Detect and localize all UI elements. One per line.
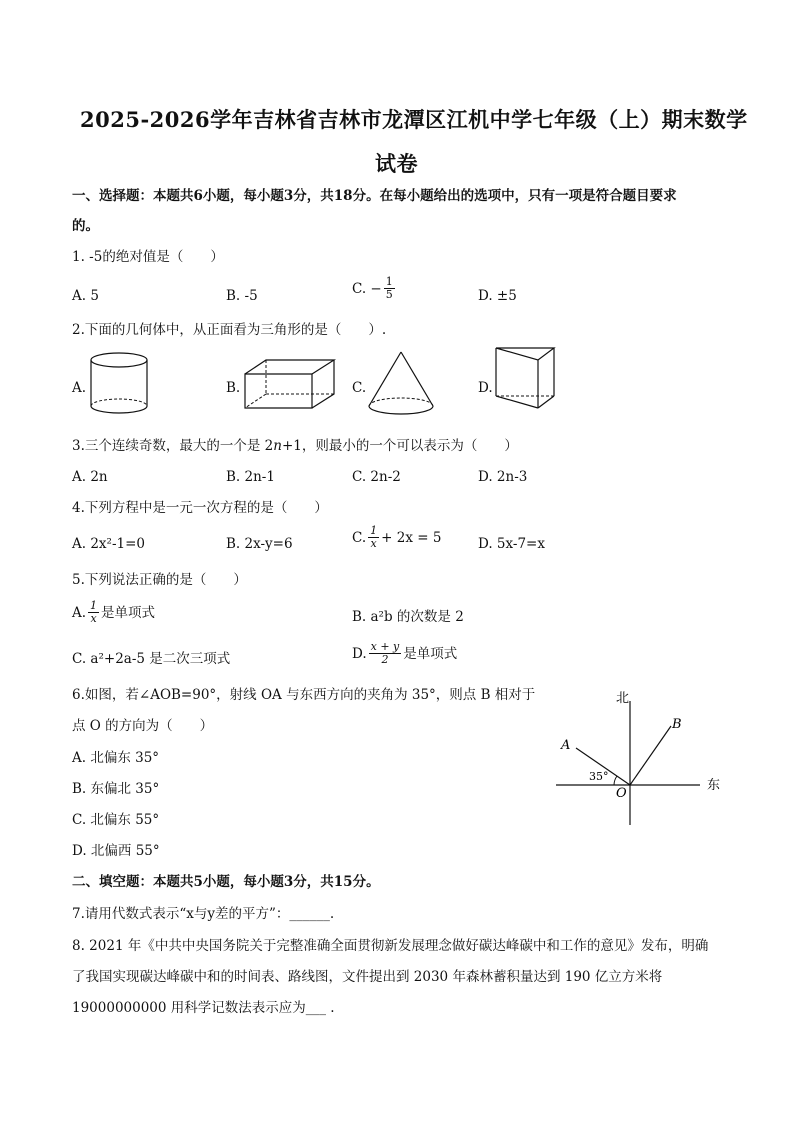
origin-label: O [616,786,627,801]
q2-option-d: D. [478,380,493,396]
q5-stem: 5.下列说法正确的是（ ） [72,572,247,588]
q5-a-numerator: 1 [90,599,98,612]
q3-option-d: D. 2n-3 [478,469,528,485]
q4-option-c [352,525,441,550]
q1-option-c-fraction [384,276,395,301]
q4-option-b: B. 2x-y=6 [226,536,293,552]
north-label: 北 [616,691,630,706]
q6-option-c: C. 北偏东 55° [72,812,160,828]
direction-figure [550,685,740,830]
q6-stem-line2: 点 O 的方向为（ ） [72,718,214,734]
q4-option-c-fraction [368,525,379,550]
q5-d-denominator: 2 [381,653,389,666]
q1-option-b: B. -5 [226,288,258,304]
q5-option-b: B. a²b 的次数是 2 [352,609,464,625]
q2-option-c: C. [352,380,367,396]
q2-stem: 2.下面的几何体中，从正面看为三角形的是（ ）. [72,322,387,338]
east-label: 东 [707,778,721,793]
q1-stem: 1. -5的绝对值是（ ） [72,249,224,265]
angle-label: 35° [589,770,609,783]
q8-line1: 8. 2021 年《中共中央国务院关于完整准确全面贯彻新发展理念做好碳达峰碳中和工作的意见》发布，明确 [72,938,709,954]
q5-option-d-post: 是单项式 [403,645,458,662]
cylinder-figure [86,350,152,418]
q3-stem-post: +1，则最小的一个可以表示为（ ） [281,438,518,454]
cuboid-figure [240,356,340,414]
section1-heading-line2: 的。 [72,218,99,234]
q6-stem-line1: 6.如图，若∠AOB=90°，射线 OA 与东西方向的夹角为 35°，则点 B 相对于 [72,687,536,703]
q2-option-a: A. [72,380,87,396]
q4-stem: 4.下列方程中是一元一次方程的是（ ） [72,500,328,516]
point-a-label: A [561,738,571,753]
q1-option-a: A. 5 [72,288,99,304]
q1-c-denominator: 5 [385,288,393,301]
q6-option-b: B. 东偏北 35° [72,781,160,797]
q5-option-a-fraction [88,600,99,625]
q5-option-c: C. a²+2a-5 是二次三项式 [72,651,231,667]
section2-heading: 二、填空题：本题共5小题，每小题3分，共15分。 [72,874,380,890]
q5-option-d [352,641,457,666]
angle-arc [614,776,617,785]
q3-option-a: A. 2n [72,469,108,485]
q4-option-c-prefix: C. [352,529,367,546]
q6-option-a: A. 北偏东 35° [72,750,160,766]
q5-option-a-post: 是单项式 [101,604,156,621]
q3-option-c: C. 2n-2 [352,469,401,485]
triangular-prism-figure [494,346,560,412]
q8-line3: 19000000000 用科学记数法表示应为___ . [72,1000,335,1016]
page-title-line1: 2025-2026学年吉林省吉林市龙潭区江机中学七年级（上）期末数学 [80,107,748,132]
q8-line2: 了我国实现碳达峰碳中和的时间表、路线图，文件提出到 2030 年森林蓄积量达到 190 亿立方米将 [72,969,663,985]
q1-option-c-prefix: C. − [352,280,382,297]
q1-option-c [352,276,397,301]
section1-heading-line1: 一、选择题：本题共6小题，每小题3分，共18分。在每小题给出的选项中，只有一项是符合题目要求 [72,188,677,204]
point-b-label: B [672,717,682,732]
q5-option-d-fraction [369,641,402,666]
q1-option-d: D. ±5 [478,288,517,304]
q5-option-a-prefix: A. [72,604,87,621]
q4-option-d: D. 5x-7=x [478,536,545,552]
page-title-line2: 试卷 [375,151,418,176]
q4-option-a: A. 2x²-1=0 [72,536,145,552]
cone-figure [366,350,436,416]
q3-stem-var: n [273,438,282,454]
ray-ob [630,726,671,785]
q1-c-numerator: 1 [385,275,393,288]
q5-a-denominator: x [90,612,97,625]
q7-stem: 7.请用代数式表示“x与y差的平方”：______. [72,906,335,922]
q2-option-b: B. [226,380,241,396]
q5-option-d-prefix: D. [352,645,367,662]
q3-option-b: B. 2n-1 [226,469,275,485]
q4-option-c-post: + 2x = 5 [381,529,442,546]
q4-c-denominator: x [370,537,377,550]
q3-stem-pre: 3.三个连续奇数，最大的一个是 2 [72,438,274,454]
q4-c-numerator: 1 [370,524,378,537]
q5-option-a [72,600,155,625]
q6-option-d: D. 北偏西 55° [72,843,160,859]
q3-stem [72,437,518,455]
q5-d-numerator: x + y [370,640,400,653]
